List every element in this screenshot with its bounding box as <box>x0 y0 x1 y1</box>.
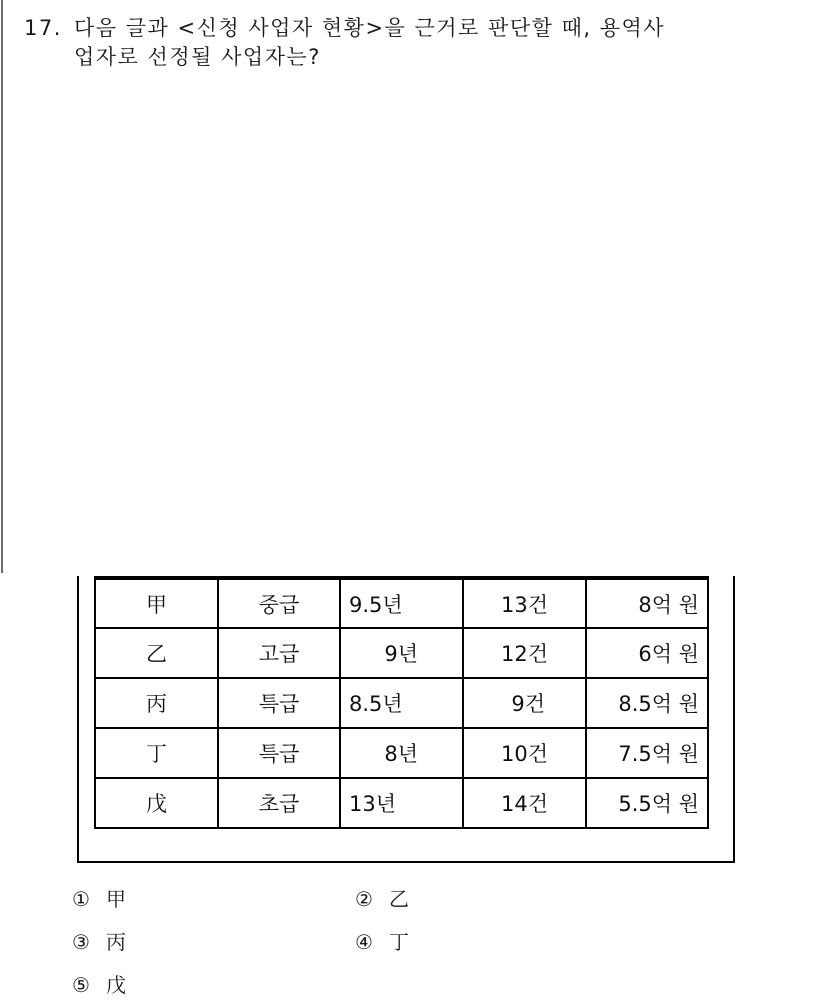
applicant-status-table <box>94 576 709 829</box>
cell-applicant: 戊 <box>95 778 218 828</box>
cell-grade: 특급 <box>218 678 340 728</box>
cell-grade: 특급 <box>218 728 340 778</box>
choice-4[interactable] <box>355 929 409 955</box>
cell-amount: 8억 원 <box>586 578 708 628</box>
choice-number-3: ③ <box>72 930 90 954</box>
question-line-1 <box>24 14 784 43</box>
choice-2[interactable] <box>355 886 409 912</box>
question-text-line-2: 업자로 선정될 사업자는? <box>74 45 321 69</box>
cell-count: 12건 <box>463 628 586 678</box>
cell-grade: 중급 <box>218 578 340 628</box>
choice-1[interactable] <box>72 886 126 912</box>
cell-amount: 6억 원 <box>586 628 708 678</box>
cell-applicant: 甲 <box>95 578 218 628</box>
choice-3[interactable] <box>72 929 126 955</box>
choice-label: 丙 <box>106 930 126 954</box>
question-number: 17. <box>24 16 62 40</box>
table-row <box>95 778 708 828</box>
cell-years: 9.5년 <box>340 578 463 628</box>
cell-grade: 초급 <box>218 778 340 828</box>
choice-label: 戊 <box>106 973 126 997</box>
choice-number-1: ① <box>72 887 90 911</box>
cell-years: 9년 <box>340 628 463 678</box>
cell-count: 13건 <box>463 578 586 628</box>
cell-years: 13년 <box>340 778 463 828</box>
cell-count: 14건 <box>463 778 586 828</box>
choice-label: 甲 <box>106 887 126 911</box>
cell-amount: 5.5억 원 <box>586 778 708 828</box>
choice-number-5: ⑤ <box>72 973 90 997</box>
left-margin-rule <box>1 0 3 573</box>
table-row <box>95 728 708 778</box>
cell-grade: 고급 <box>218 628 340 678</box>
table-row <box>95 578 708 628</box>
cell-amount: 8.5억 원 <box>586 678 708 728</box>
cell-amount: 7.5억 원 <box>586 728 708 778</box>
table-row <box>95 678 708 728</box>
cell-count: 10건 <box>463 728 586 778</box>
choice-number-2: ② <box>355 887 373 911</box>
cell-applicant: 丙 <box>95 678 218 728</box>
question-stem <box>24 14 784 72</box>
choice-label: 丁 <box>389 930 409 954</box>
cell-applicant: 丁 <box>95 728 218 778</box>
choice-number-4: ④ <box>355 930 373 954</box>
choice-5[interactable] <box>72 972 126 998</box>
table-row <box>95 628 708 678</box>
choice-label: 乙 <box>389 887 409 911</box>
cell-applicant: 乙 <box>95 628 218 678</box>
cell-years: 8년 <box>340 728 463 778</box>
cell-count: 9건 <box>463 678 586 728</box>
cell-years: 8.5년 <box>340 678 463 728</box>
question-text-line-1: 다음 글과 <신청 사업자 현황>을 근거로 판단할 때, 용역사 <box>74 16 666 40</box>
